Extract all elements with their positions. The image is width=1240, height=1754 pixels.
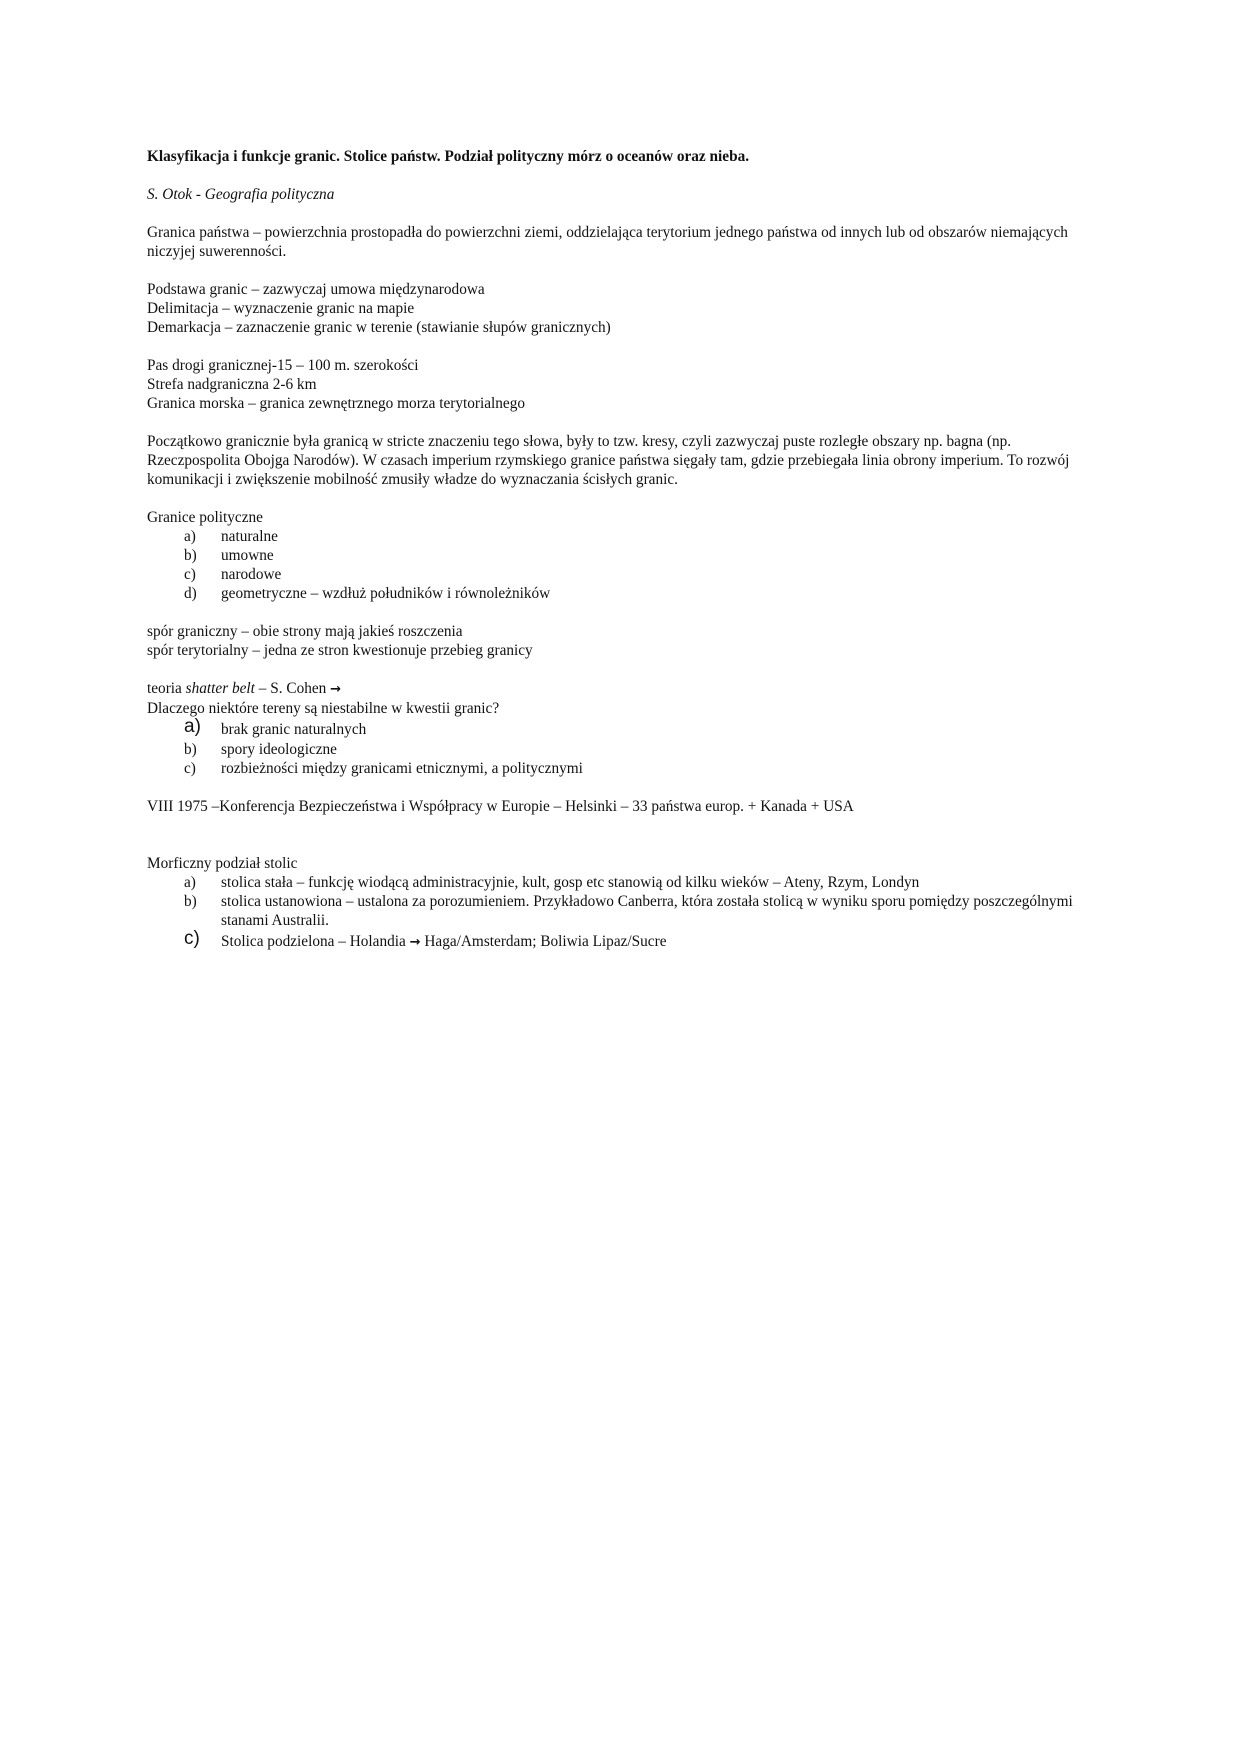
list-item <box>147 930 1097 953</box>
list-item-text: rozbieżności między granicami etnicznymi, a politycznymi <box>221 760 583 777</box>
basics-line: Demarkacja – zaznaczenie granic w terenie (stawianie słupów granicznych) <box>147 319 611 336</box>
border-definition: Granica państwa – powierzchnia prostopadła do powierzchni ziemi, oddzielająca terytorium jednego państwa od innych lub od obszarów niemających niczyjej suwerenności. <box>147 224 1068 260</box>
instability-list <box>147 718 1097 778</box>
zones-line: Strefa nadgraniczna 2-6 km <box>147 376 317 393</box>
helsinki-line: VIII 1975 –Konferencja Bezpieczeństwa i Współpracy w Europie – Helsinki – 33 państwa europ. + Kanada + USA <box>147 798 854 815</box>
list-marker: c) <box>184 760 196 777</box>
shatter-belt-line <box>147 679 1097 699</box>
list-item <box>147 527 1097 546</box>
list-item-text: stolica stała – funkcję wiodącą administracyjnie, kult, gosp etc stanowią od kilku wieków – Ateny, Rzym, Londyn <box>221 874 920 891</box>
list-marker: a) <box>184 528 196 545</box>
political-borders-list <box>147 527 1097 603</box>
shatter-belt-question: Dlaczego niektóre tereny są niestabilne w kwestii granic? <box>147 700 500 717</box>
arrow-right-icon: → <box>409 935 421 950</box>
capitals-heading: Morficzny podział stolic <box>147 855 298 872</box>
list-item <box>147 546 1097 565</box>
shatter-belt-suffix: – S. Cohen <box>254 680 331 697</box>
list-marker: a) <box>184 874 196 891</box>
list-item-text: spory ideologiczne <box>221 741 337 758</box>
list-item-text: Stolica podzielona – Holandia <box>221 933 410 950</box>
list-item <box>147 873 1097 892</box>
list-marker: a) <box>184 716 201 737</box>
capitals-list <box>147 873 1097 953</box>
list-item <box>147 740 1097 759</box>
zones-line: Pas drogi granicznej-15 – 100 m. szerokości <box>147 357 419 374</box>
document-title: Klasyfikacja i funkcje granic. Stolice państw. Podział polityczny mórz o oceanów oraz nieba. <box>147 148 750 165</box>
list-item-text: naturalne <box>221 528 278 545</box>
list-item <box>147 892 1097 930</box>
document-body <box>147 147 1097 953</box>
zones-line: Granica morska – granica zewnętrznego morza terytorialnego <box>147 395 525 412</box>
basics-line: Delimitacja – wyznaczenie granic na mapie <box>147 300 415 317</box>
arrow-right-icon: → <box>330 682 342 697</box>
shatter-belt-term: shatter belt <box>185 680 255 697</box>
list-item <box>147 718 1097 740</box>
dispute-line: spór graniczny – obie strony mają jakieś roszczenia <box>147 623 463 640</box>
list-item <box>147 584 1097 603</box>
list-marker: c) <box>184 928 200 949</box>
list-marker: d) <box>184 585 197 602</box>
shatter-belt-prefix: teoria <box>147 680 186 697</box>
list-item-text: geometryczne – wzdłuż południków i równoleżników <box>221 585 551 602</box>
source-reference: S. Otok - Geografia polityczna <box>147 186 335 203</box>
history-paragraph: Początkowo granicznie była granicą w stricte znaczeniu tego słowa, były to tzw. kresy, czyli zazwyczaj puste rozległe obszary np. bagna (np. Rzeczpospolita Obojga Narodów). W czasach imperium rzymskiego granice państwa sięgały tam, gdzie przebiegała linia obrony imperium. To rozwój komunikacji i zwiększenie mobilność zmusiły władze do wyznaczania ścisłych granic. <box>147 433 1070 488</box>
list-item-text: narodowe <box>221 566 282 583</box>
list-item-text: Haga/Amsterdam; Boliwia Lipaz/Sucre <box>420 933 667 950</box>
list-item-text: umowne <box>221 547 274 564</box>
list-item-text: brak granic naturalnych <box>221 721 367 738</box>
list-item <box>147 759 1097 778</box>
list-marker: c) <box>184 566 196 583</box>
dispute-line: spór terytorialny – jedna ze stron kwestionuje przebieg granicy <box>147 642 533 659</box>
list-marker: b) <box>184 547 197 564</box>
basics-line: Podstawa granic – zazwyczaj umowa międzynarodowa <box>147 281 485 298</box>
list-marker: b) <box>184 741 197 758</box>
list-item <box>147 565 1097 584</box>
list-marker: b) <box>184 893 197 910</box>
list-item-text: stolica ustanowiona – ustalona za porozumieniem. Przykładowo Canberra, która została stolicą w wyniku sporu pomiędzy poszczególnymi stanami Australii. <box>221 893 1073 929</box>
political-borders-heading: Granice polityczne <box>147 509 263 526</box>
